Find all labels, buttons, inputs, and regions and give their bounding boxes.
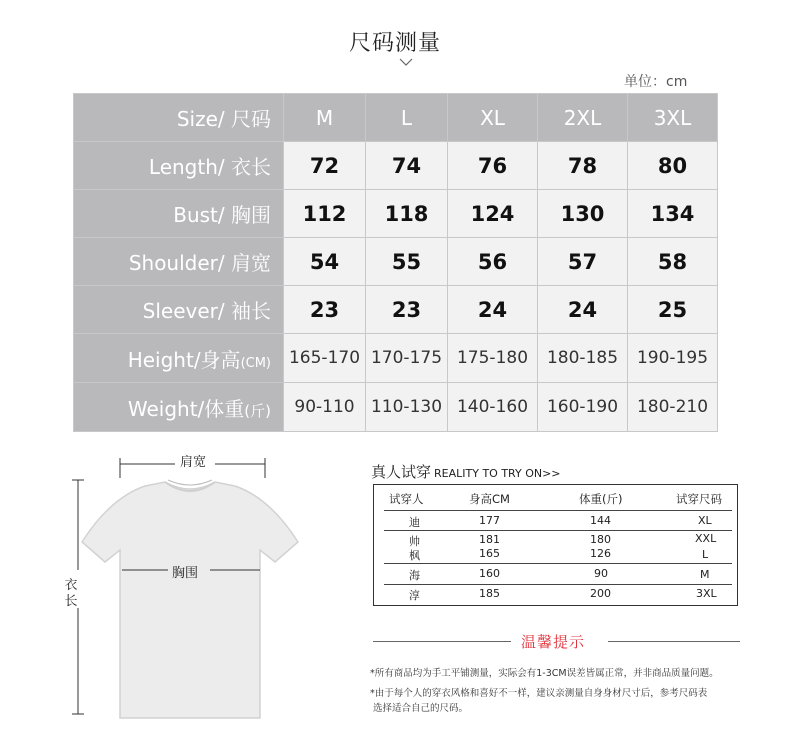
shoulder-label: 肩宽: [178, 451, 208, 470]
row-label-text: Height/身高: [127, 347, 241, 372]
size-header-row: [74, 94, 718, 142]
size-col-2xl: 2XL: [538, 94, 628, 142]
table-cell: 55: [366, 238, 448, 286]
table-cell: 57: [538, 238, 628, 286]
tips-note: 选择适合自己的尺码。: [370, 703, 469, 714]
table-cell: 90-110: [284, 383, 366, 432]
try-on-cell: 160: [479, 567, 500, 580]
size-col-l: L: [366, 94, 448, 142]
table-row-length: [74, 142, 718, 190]
try-on-cell: 200: [590, 587, 611, 600]
tips-title: 温馨提示: [521, 633, 586, 651]
table-row-sleeve: [74, 286, 718, 334]
unit-label: 单位：cm: [624, 74, 688, 90]
try-on-cell: 海: [409, 569, 420, 582]
try-on-title-en: REALITY TO TRY ON>>: [434, 467, 561, 480]
divider: [384, 530, 732, 531]
row-label: Shoulder/ 肩宽: [74, 238, 284, 286]
try-on-title-cn: 真人试穿: [371, 463, 432, 481]
try-on-cell: M: [700, 568, 710, 581]
table-cell: 56: [448, 238, 538, 286]
row-label: [74, 334, 284, 383]
try-on-cell: 淳: [409, 589, 420, 602]
divider: [384, 510, 732, 511]
tips-note: *由于每个人的穿衣风格和喜好不一样，建议亲测量自身身材尺寸后，参考尺码表: [370, 688, 708, 699]
tshirt-icon: [82, 480, 298, 718]
table-cell: 130: [538, 190, 628, 238]
table-cell: 72: [284, 142, 366, 190]
row-label: Sleever/ 袖长: [74, 286, 284, 334]
size-col-3xl: 3XL: [628, 94, 718, 142]
table-cell: 23: [284, 286, 366, 334]
table-cell: 76: [448, 142, 538, 190]
divider: [384, 584, 732, 585]
table-cell: 78: [538, 142, 628, 190]
try-on-cell: 迪: [409, 516, 420, 529]
table-cell: 74: [366, 142, 448, 190]
size-header-label: Size/ 尺码: [74, 94, 284, 142]
try-on-cell: 126: [590, 547, 611, 560]
table-cell: 58: [628, 238, 718, 286]
try-on-cell: XXL: [695, 532, 717, 545]
tips-note: *所有商品均为手工平铺测量，实际会有1-3CM误差皆属正常，并非商品质量问题。: [370, 668, 719, 679]
row-label: [74, 383, 284, 432]
try-on-cell: 180: [590, 533, 611, 546]
length-label: 衣长: [64, 578, 78, 609]
size-table: [73, 93, 718, 432]
table-cell: 175-180: [448, 334, 538, 383]
table-cell: 118: [366, 190, 448, 238]
table-cell: 54: [284, 238, 366, 286]
try-on-header-weight: 体重(斤): [579, 492, 623, 506]
tips-divider-right: [608, 641, 740, 642]
table-cell: 24: [538, 286, 628, 334]
table-cell: 25: [628, 286, 718, 334]
try-on-cell: 帅: [409, 535, 420, 548]
try-on-cell: 185: [479, 587, 500, 600]
chevron-down-icon: [399, 57, 413, 67]
table-cell: 170-175: [366, 334, 448, 383]
try-on-cell: 枫: [409, 549, 420, 562]
try-on-cell: L: [702, 548, 709, 561]
try-on-cell: 90: [594, 567, 608, 580]
try-on-cell: 165: [479, 547, 500, 560]
table-cell: 124: [448, 190, 538, 238]
try-on-title: [371, 461, 561, 482]
try-on-cell: 181: [479, 533, 500, 546]
divider: [384, 563, 732, 564]
try-on-header-size: 试穿尺码: [676, 492, 722, 506]
row-label-suffix: (CM): [240, 355, 271, 371]
try-on-header-person: 试穿人: [389, 492, 424, 506]
size-col-m: M: [284, 94, 366, 142]
table-cell: 180-210: [628, 383, 718, 432]
page-title: 尺码测量: [348, 31, 441, 56]
size-col-xl: XL: [448, 94, 538, 142]
row-label-suffix: (斤): [244, 401, 271, 420]
table-row-bust: [74, 190, 718, 238]
table-row-weight: [74, 383, 718, 432]
table-cell: 23: [366, 286, 448, 334]
try-on-header-height: 身高CM: [469, 492, 510, 506]
row-label-text: Weight/体重: [127, 396, 245, 421]
table-row-shoulder: [74, 238, 718, 286]
table-row-height: [74, 334, 718, 383]
table-cell: 24: [448, 286, 538, 334]
table-cell: 190-195: [628, 334, 718, 383]
tshirt-diagram: [70, 450, 310, 730]
try-on-table: [373, 484, 738, 606]
table-cell: 80: [628, 142, 718, 190]
table-cell: 165-170: [284, 334, 366, 383]
tips-divider-left: [373, 641, 511, 642]
bust-label: 胸围: [172, 566, 199, 581]
try-on-cell: 3XL: [696, 587, 717, 600]
row-label: Length/ 衣长: [74, 142, 284, 190]
table-cell: 160-190: [538, 383, 628, 432]
row-label: Bust/ 胸围: [74, 190, 284, 238]
table-cell: 134: [628, 190, 718, 238]
table-cell: 112: [284, 190, 366, 238]
try-on-cell: XL: [698, 514, 712, 527]
try-on-cell: 144: [590, 514, 611, 527]
table-cell: 180-185: [538, 334, 628, 383]
table-cell: 110-130: [366, 383, 448, 432]
try-on-cell: 177: [479, 514, 500, 527]
table-cell: 140-160: [448, 383, 538, 432]
